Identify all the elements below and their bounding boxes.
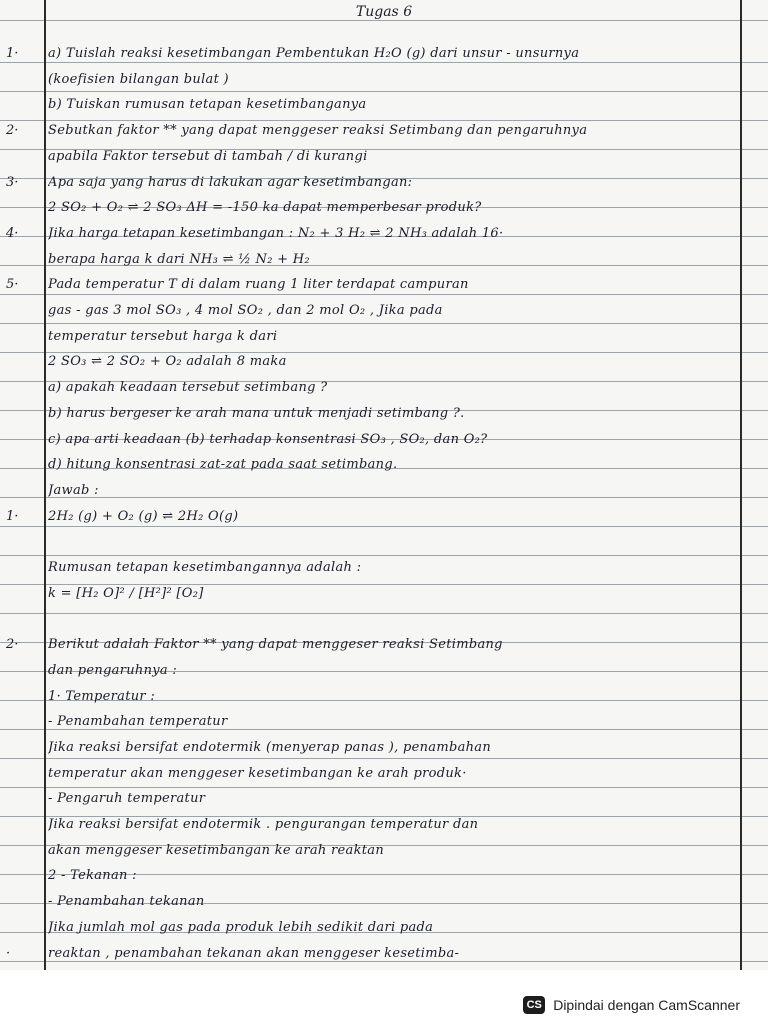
text-line: - Penambahan tekanan bbox=[48, 894, 205, 910]
text-line: akan menggeser kesetimbangan ke arah reaktan bbox=[48, 842, 384, 858]
text-line: 2 - Tekanan : bbox=[48, 868, 137, 884]
text-line: k = [H₂ O]² / [H²]² [O₂] bbox=[48, 585, 204, 601]
question-number: 2· bbox=[6, 637, 19, 653]
text-line: temperatur tersebut harga k dari bbox=[48, 328, 278, 344]
text-line: 2 SO₃ ⇌ 2 SO₂ + O₂ adalah 8 maka bbox=[48, 354, 287, 370]
question-number: 3· bbox=[6, 174, 19, 190]
text-line: 2H₂ (g) + O₂ (g) ⇌ 2H₂ O(g) bbox=[48, 508, 239, 524]
text-line: - Penambahan temperatur bbox=[48, 714, 228, 730]
text-line: d) hitung konsentrasi zat-zat pada saat setimbang. bbox=[48, 457, 398, 473]
camscanner-watermark bbox=[523, 996, 740, 1014]
text-line: Jawab : bbox=[48, 482, 99, 498]
text-line: Apa saja yang harus di lakukan agar kesetimbangan: bbox=[48, 174, 413, 190]
question-number: 4· bbox=[6, 225, 19, 241]
text-line: a) apakah keadaan tersebut setimbang ? bbox=[48, 380, 328, 396]
page-title: Tugas 6 bbox=[355, 4, 413, 20]
text-line: dan pengaruhnya : bbox=[48, 662, 178, 678]
text-line: temperatur akan menggeser kesetimbangan ke arah produk· bbox=[48, 765, 467, 781]
watermark-label: Dipindai dengan CamScanner bbox=[553, 997, 740, 1013]
question-number: 1· bbox=[6, 46, 19, 61]
text-line: gas - gas 3 mol SO₃ , 4 mol SO₂ , dan 2 mol O₂ , Jika pada bbox=[48, 303, 443, 318]
text-line: 1· Temperatur : bbox=[48, 688, 156, 704]
text-line: Jika reaksi bersifat endotermik (menyerap panas ), penambahan bbox=[48, 739, 492, 755]
text-line: reaktan , penambahan tekanan akan menggeser kesetimba- bbox=[48, 945, 460, 961]
text-line: berapa harga k dari NH₃ ⇌ ½ N₂ + H₂ bbox=[48, 251, 310, 267]
camscanner-logo-icon: CS bbox=[523, 996, 545, 1014]
text-line: c) apa arti keadaan (b) terhadap konsentrasi SO₃ , SO₂, dan O₂? bbox=[48, 431, 488, 447]
question-number: · bbox=[6, 945, 11, 961]
left-margin-line bbox=[44, 0, 46, 970]
text-line: - Pengaruh temperatur bbox=[48, 791, 206, 807]
text-line: b) harus bergeser ke arah mana untuk menjadi setimbang ?. bbox=[48, 405, 465, 421]
text-line: Sebutkan faktor ** yang dapat menggeser reaksi Setimbang dan pengaruhnya bbox=[48, 123, 588, 139]
right-margin-line bbox=[740, 0, 742, 970]
text-line: Jika reaksi bersifat endotermik . pengurangan temperatur dan bbox=[48, 817, 479, 832]
question-number: 5· bbox=[6, 277, 19, 293]
text-line: Rumusan tetapan kesetimbangannya adalah : bbox=[48, 560, 362, 575]
text-line: Jika harga tetapan kesetimbangan : N₂ + 3 H₂ ⇌ 2 NH₃ adalah 16· bbox=[48, 225, 504, 241]
text-line: Pada temperatur T di dalam ruang 1 liter terdapat campuran bbox=[48, 277, 469, 293]
text-line: a) Tuislah reaksi kesetimbangan Pembentukan H₂O (g) dari unsur - unsurnya bbox=[48, 46, 580, 61]
text-line: apabila Faktor tersebut di tambah / di kurangi bbox=[48, 148, 368, 164]
question-number: 2· bbox=[6, 123, 19, 139]
text-line: (koefisien bilangan bulat ) bbox=[48, 71, 229, 87]
text-line: b) Tuiskan rumusan tetapan kesetimbanganya bbox=[48, 97, 367, 113]
text-line: 2 SO₂ + O₂ ⇌ 2 SO₃ ΔH = -150 ka dapat memperbesar produk? bbox=[48, 200, 482, 216]
text-line: Jika jumlah mol gas pada produk lebih sedikit dari pada bbox=[48, 919, 434, 935]
text-line: Berikut adalah Faktor ** yang dapat menggeser reaksi Setimbang bbox=[48, 637, 503, 653]
question-number: 1· bbox=[6, 508, 19, 524]
